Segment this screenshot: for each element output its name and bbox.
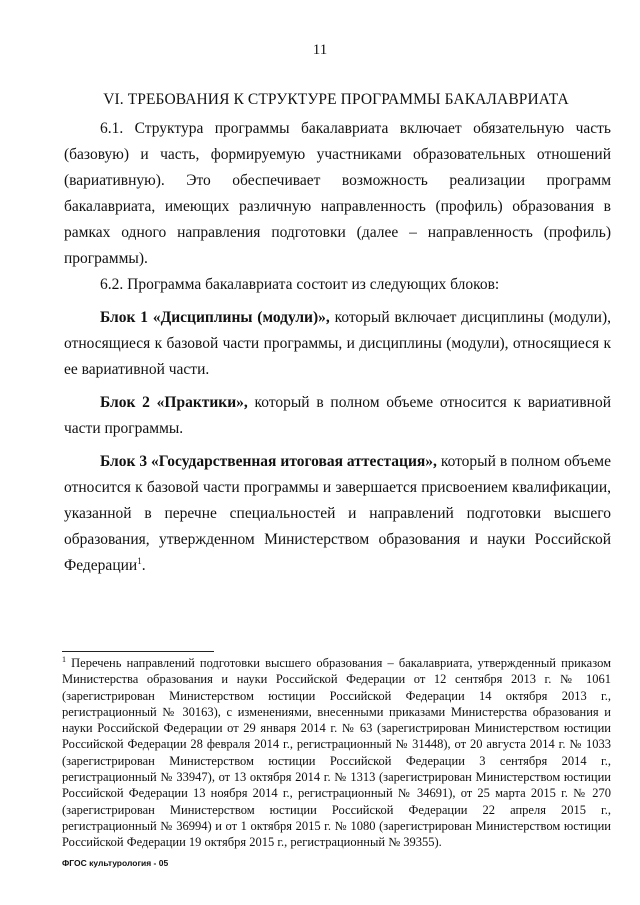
section-title: VI. ТРЕБОВАНИЯ К СТРУКТУРЕ ПРОГРАММЫ БАКАЛАВРИАТА (103, 91, 569, 108)
footnote-reference[interactable]: 1 (137, 555, 142, 566)
block-1-text: который включает дисциплины (модули), относящиеся к базовой части программы, и дисциплины (модули), относящиеся к ее вариативной части. (64, 309, 611, 378)
main-body (64, 116, 611, 579)
paragraph-6-2: 6.2. Программа бакалавриата состоит из следующих блоков: (100, 276, 500, 293)
footnote-text: Перечень направлений подготовки высшего образования – бакалавриата, утвержденный приказом Министерства образования и науки Российской Федерации от 12 сентября 2013 г. № 1061 (зарегистрирован Министерством юстиции Российской Федерации 14 октября 2013 г., регистрационный № 30163), с изменениями, внесенными приказами Министерства образования и науки Российской Федерации от 29 января 2014 г. № 63 (зарегистрирован Министерством юстиции Российской Федерации 28 февраля 2014 г., регистрационный № 31448), от 20 августа 2014 г. № 1033 (зарегистрирован Министерством юстиции Российской Федерации 3 сентября 2014 г., регистрационный № 33947), от 13 октября 2014 г. № 1313 (зарегистрирован Министерством юстиции Российской Федерации 13 ноября 2014 г., регистрационный № 34691), от 25 марта 2015 г. № 270 (зарегистрирован Министерством юстиции Российской Федерации 22 апреля 2015 г., регистрационный № 36994) и от 1 октября 2015 г. № 1080 (зарегистрирован Министерством юстиции Российской Федерации 19 октября 2015 г., регистрационный № 39355). (62, 656, 611, 850)
footnote-divider (62, 651, 214, 652)
block-3-paragraph (64, 449, 611, 579)
footnote (62, 655, 611, 851)
paragraph-6-1: 6.1. Структура программы бакалавриата включает обязательную часть (базовую) и часть, формируемую участниками образовательных отношений (вариативную). Это обеспечивает возможность реализации программ бакалавриата, имеющих различную направленность (профиль) образования в рамках одного направления подготовки (далее – направленность (профиль) программы). (64, 120, 611, 267)
block-1-paragraph (64, 305, 611, 383)
block-3-title: Блок 3 «Государственная итоговая аттестация», (100, 453, 437, 470)
page-footer: ФГОС культурология - 05 (62, 858, 169, 868)
block-3-end: . (141, 557, 146, 574)
block-3-text: который в полном объеме относится к базовой части программы и завершается присвоением квалификации, указанной в перечне специальностей и направлений подготовки высшего образования, утвержденном Министерством образования и науки Российской Федерации (64, 453, 611, 574)
block-2-text: который в полном объеме относится к вариативной части программы. (64, 394, 611, 437)
footnote-mark: 1 (62, 654, 66, 664)
block-2-paragraph (64, 390, 611, 442)
block-1-title: Блок 1 «Дисциплины (модули)», (100, 309, 330, 326)
page-number: 11 (312, 42, 328, 58)
block-2-title: Блок 2 «Практики», (100, 394, 248, 411)
